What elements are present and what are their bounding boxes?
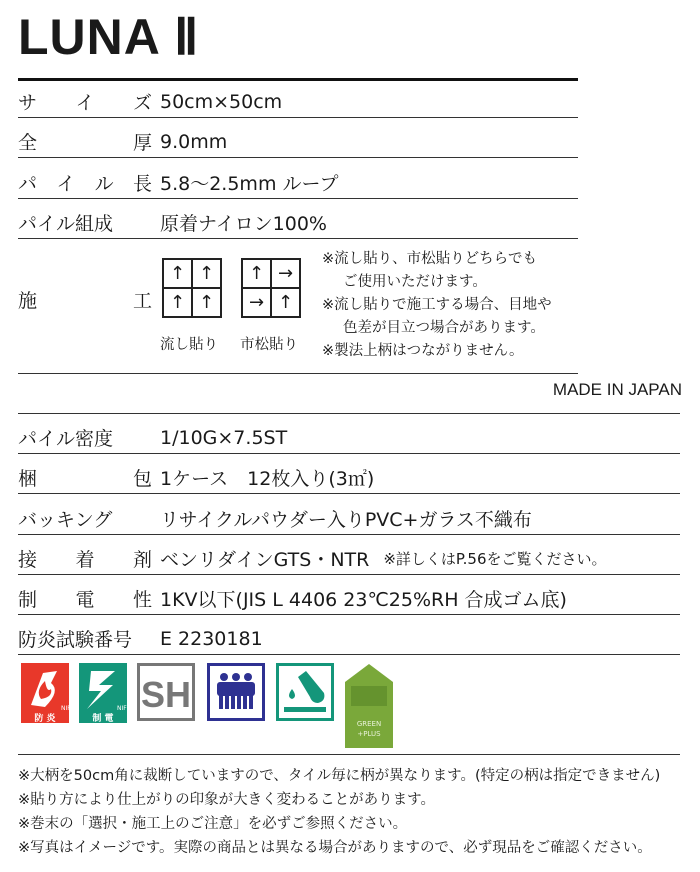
svg-text:NIF: NIF [117, 705, 127, 712]
spec-label-char: バッキング [18, 509, 113, 531]
spec-label [18, 505, 160, 532]
spec-label [18, 88, 160, 115]
spec-value: 50cm×50cm [160, 90, 283, 113]
spec-value: E 2230181 [160, 627, 263, 650]
spec-label-char: イ [75, 92, 95, 114]
spec-label-char: 接 [18, 549, 38, 571]
spec-row [18, 545, 607, 572]
arrow-icon: ↑ [242, 259, 271, 288]
chemical-resistance-icon [276, 663, 334, 721]
divider [18, 413, 680, 414]
spec-label [18, 286, 160, 313]
spec-label-char: パイル組成 [18, 213, 114, 235]
install-note: ※製法上柄はつながりません。 [322, 343, 524, 359]
spec-label [18, 128, 160, 155]
arrow-icon: ↑ [271, 288, 300, 317]
arrow-icon: ↑ [163, 288, 192, 317]
divider [18, 574, 680, 575]
spec-row [18, 169, 339, 196]
spec-value: リサイクルパウダー入りPVC+ガラス不織布 [160, 509, 532, 531]
spec-label-char: イ [56, 173, 76, 195]
install-note: 色差が目立つ場合があります。 [343, 320, 545, 336]
spec-note: ※詳しくはP.56をご覧ください。 [383, 550, 607, 568]
spec-label-char: 剤 [132, 549, 152, 571]
footnote: ※貼り方により仕上がりの印象が大きく変わることがあります。 [18, 792, 435, 808]
svg-text:SH: SH [140, 674, 192, 715]
spec-label-char: 施 [18, 290, 38, 312]
spec-label [18, 209, 160, 236]
divider [18, 117, 578, 118]
checker-layout-caption: 市松貼り [240, 337, 298, 353]
spec-row [18, 625, 263, 652]
svg-text:GREEN: GREEN [356, 720, 382, 728]
arrow-icon: ↑ [163, 259, 192, 288]
spec-label [18, 545, 160, 572]
spec-label-char: 包 [132, 468, 152, 490]
spec-label [18, 169, 160, 196]
footnote: ※巻末の「選択・施工上のご注意」を必ずご参照ください。 [18, 816, 408, 832]
spec-label [18, 424, 160, 451]
spec-row [18, 585, 567, 612]
spec-label-char: 梱 [18, 468, 38, 490]
spec-row [18, 88, 282, 115]
spec-label [18, 464, 160, 491]
spec-row [18, 424, 287, 451]
people-traffic-icon [207, 663, 265, 721]
spec-label [18, 625, 160, 652]
divider [18, 534, 680, 535]
footnote: ※大柄を50cm角に裁断していますので、タイル毎に柄が異なります。(特定の柄は指定できません) [18, 768, 661, 784]
divider [18, 198, 578, 199]
spec-value: 9.0mm [160, 130, 228, 153]
footnote: ※写真はイメージです。実際の商品とは異なる場合がありますので、必ず現品をご確認ください。 [18, 840, 652, 856]
divider [18, 453, 680, 454]
spec-value: 5.8〜2.5mm ループ [160, 173, 339, 195]
spec-label-char: 工 [132, 290, 152, 312]
svg-text:NIF: NIF [61, 705, 71, 712]
spec-label-char: 厚 [132, 132, 152, 154]
spec-label-char: 長 [132, 173, 152, 195]
install-note: ※流し貼り、市松貼りどちらでも [322, 251, 538, 267]
footnotes [18, 764, 660, 860]
checker-layout-diagram [241, 258, 301, 318]
spec-label-char: ル [94, 173, 114, 195]
install-notes [322, 248, 552, 363]
sick-house-sh-icon [137, 663, 195, 721]
spec-label-char: ズ [132, 92, 152, 114]
divider [18, 614, 680, 615]
spec-row [18, 209, 327, 236]
install-note: ご使用いただけます。 [343, 274, 487, 290]
install-note: ※流し貼りで施工する場合、目地や [322, 297, 552, 313]
arrow-icon: ↑ [192, 288, 221, 317]
green-plus-label-icon [345, 664, 393, 748]
spec-label-char: 電 [75, 589, 95, 611]
spec-row [18, 464, 374, 491]
divider [18, 373, 578, 374]
spec-value: ベンリダインGTS・NTR [160, 549, 370, 571]
spec-value: 1KV以下(JIS L 4406 23℃25%RH 合成ゴム底) [160, 589, 567, 611]
product-title: LUNA Ⅱ [18, 9, 200, 65]
divider [18, 238, 578, 239]
svg-text:+PLUS: +PLUS [357, 730, 381, 738]
spec-value: 1ケース 12枚入り(3㎡) [160, 468, 375, 490]
spec-label-char: 防炎試験番号 [18, 629, 133, 651]
straight-layout-diagram [162, 258, 222, 318]
flame-retardant-icon [21, 663, 69, 723]
svg-text:制 電: 制 電 [92, 714, 114, 724]
made-in-label: MADE IN JAPAN [552, 380, 682, 399]
spec-label-char: 着 [75, 549, 95, 571]
spec-label-char: パイル密度 [18, 428, 114, 450]
antistatic-icon [79, 663, 127, 723]
spec-row-install [18, 286, 160, 313]
spec-label [18, 585, 160, 612]
spec-label-char: パ [18, 173, 38, 195]
arrow-icon: ↑ [192, 259, 221, 288]
svg-text:防 炎: 防 炎 [34, 714, 56, 724]
divider [18, 654, 680, 655]
title-rule [18, 78, 578, 81]
straight-layout-caption: 流し貼り [160, 337, 218, 353]
spec-label-char: 制 [18, 589, 38, 611]
divider [18, 157, 578, 158]
spec-value: 1/10G×7.5ST [160, 426, 288, 449]
spec-label-char: 性 [132, 589, 152, 611]
divider [18, 754, 680, 755]
spec-row [18, 505, 532, 532]
arrow-icon: → [271, 259, 300, 288]
spec-value: 原着ナイロン100% [160, 213, 327, 235]
spec-label-char: サ [18, 92, 38, 114]
divider [18, 493, 680, 494]
arrow-icon: → [242, 288, 271, 317]
spec-label-char: 全 [18, 132, 38, 154]
spec-row [18, 128, 227, 155]
